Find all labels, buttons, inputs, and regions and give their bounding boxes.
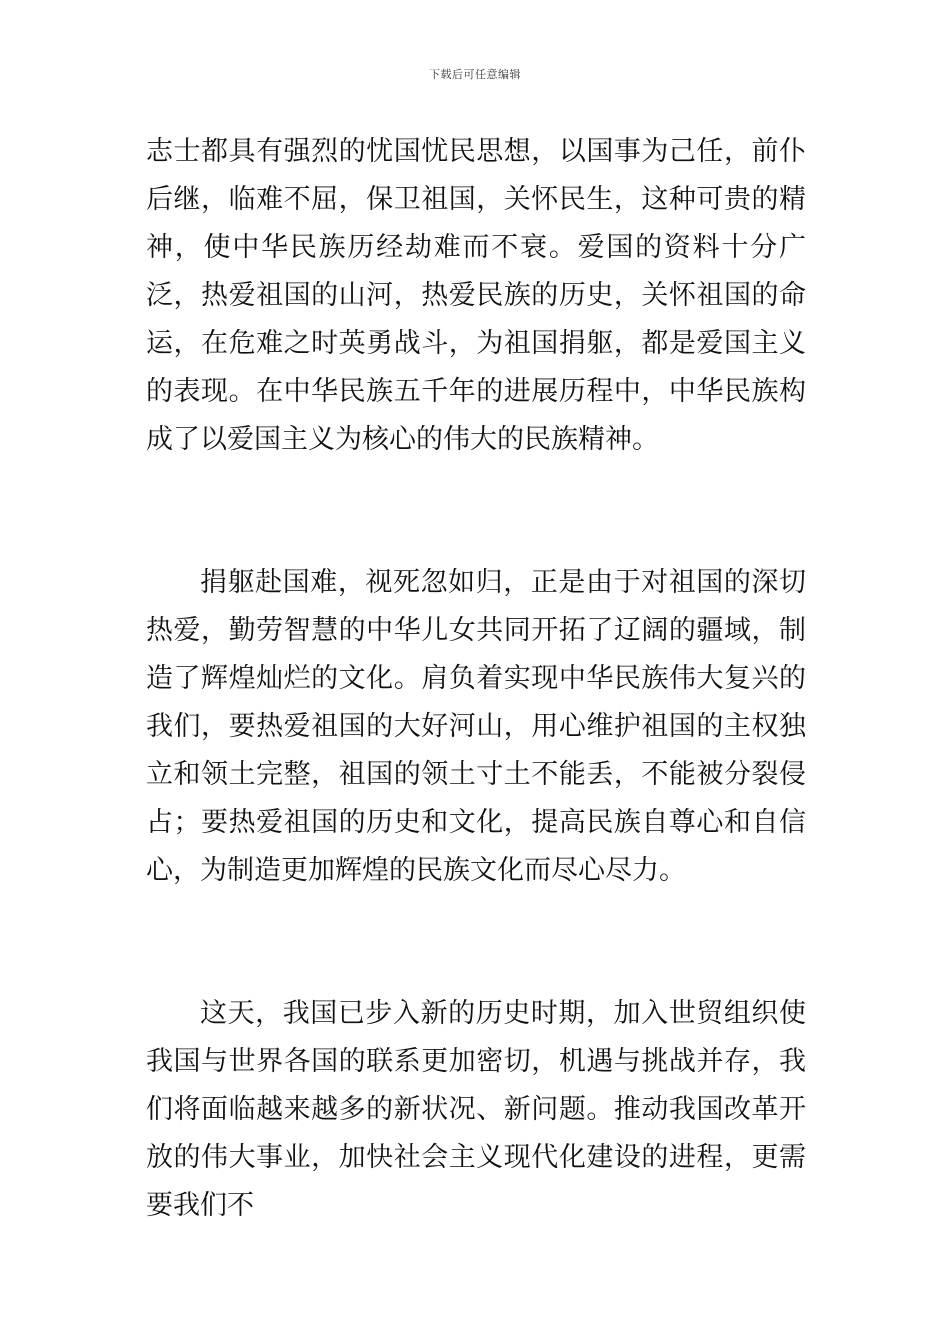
paragraph-2: 捐躯赴国难，视死忽如归，正是由于对祖国的深切热爱，勤劳智慧的中华儿女共同开拓了辽阔的疆域，制造了辉煌灿烂的文化。肩负着实现中华民族伟大复兴的我们，要热爱祖国的大好河山，用心维护祖国的主权独立和领土完整，祖国的领土寸土不能丢，不能被分裂侵占；要热爱祖国的历史和文化，提高民族自尊心和自信心，为制造更加辉煌的民族文化而尽心尽力。	[146, 567, 806, 886]
paragraph-gap	[146, 464, 806, 559]
paragraph-gap	[146, 895, 806, 990]
page-header: 下载后可任意编辑	[429, 68, 521, 81]
document-body	[146, 128, 806, 1230]
paragraph-1: 志士都具有强烈的忧国忧民思想，以国事为己任，前仆后继，临难不屈，保卫祖国，关怀民生，这种可贵的精神，使中华民族历经劫难而不衰。爱国的资料十分广泛，热爱祖国的山河，热爱民族的历史，关怀祖国的命运，在危难之时英勇战斗，为祖国捐躯，都是爱国主义的表现。在中华民族五千年的进展历程中，中华民族构成了以爱国主义为核心的伟大的民族精神。	[146, 136, 806, 455]
paragraph-3: 这天，我国已步入新的历史时期，加入世贸组织使我国与世界各国的联系更加密切，机遇与挑战并存，我们将面临越来越多的新状况、新问题。推动我国改革开放的伟大事业，加快社会主义现代化建设的进程，更需要我们不	[146, 998, 806, 1221]
